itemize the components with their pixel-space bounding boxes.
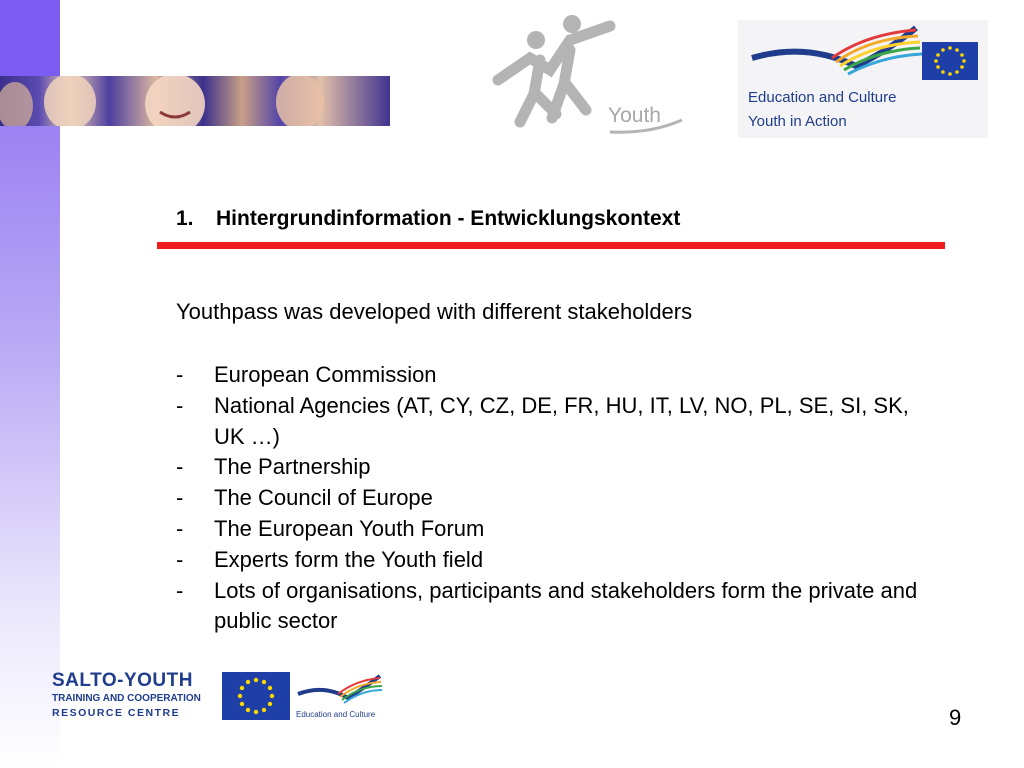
heading-number: 1. xyxy=(176,207,194,230)
list-item-text: The Partnership xyxy=(214,454,371,480)
salto-logo-line2: TRAINING AND COOPERATION xyxy=(52,693,201,704)
list-item xyxy=(176,514,936,545)
education-culture-logo xyxy=(738,20,988,138)
education-culture-small-logo xyxy=(294,672,384,722)
eac-small-logo-text: Education and Culture xyxy=(296,710,376,719)
salto-logo-title: SALTO-YOUTH xyxy=(52,670,193,691)
eac-logo-line1: Education and Culture xyxy=(748,89,897,106)
bullet-dash: - xyxy=(176,546,184,572)
sidebar-top-block xyxy=(0,0,60,76)
list-item xyxy=(176,545,936,576)
list-item xyxy=(176,391,936,453)
list-item xyxy=(176,483,936,514)
bullet-dash: - xyxy=(176,515,184,541)
bullet-dash: - xyxy=(176,454,184,480)
list-item xyxy=(176,576,936,638)
photo-banner xyxy=(0,76,390,126)
stakeholder-list xyxy=(176,360,936,637)
slide-heading xyxy=(176,207,680,231)
list-item xyxy=(176,452,936,483)
heading-divider xyxy=(157,242,945,249)
list-item-text: National Agencies (AT, CY, CZ, DE, FR, HU, IT, LV, NO, PL, SE, SI, SK, UK …) xyxy=(214,392,909,449)
list-item-text: European Commission xyxy=(214,362,437,387)
youth-programme-logo xyxy=(490,10,690,140)
list-item-text: The Council of Europe xyxy=(214,485,433,511)
bullet-dash: - xyxy=(176,577,184,603)
page-number: 9 xyxy=(949,705,962,730)
eu-flag-icon xyxy=(922,42,978,80)
list-item-text: Experts form the Youth field xyxy=(214,546,484,572)
eac-logo-line2: Youth in Action xyxy=(748,113,847,130)
bullet-dash: - xyxy=(176,392,184,418)
salto-logo-line3: RESOURCE CENTRE xyxy=(52,707,181,719)
bullet-dash: - xyxy=(176,362,184,387)
list-item-text: Lots of organisations, participants and stakeholders form the private and public sector xyxy=(214,577,918,634)
salto-youth-logo xyxy=(52,670,222,722)
list-item-text: The European Youth Forum xyxy=(214,515,485,541)
intro-text: Youthpass was developed with different stakeholders xyxy=(176,299,693,324)
list-item xyxy=(176,360,936,391)
youth-logo-text: Youth xyxy=(608,104,661,127)
heading-text: Hintergrundinformation - Entwicklungskontext xyxy=(216,207,681,230)
bullet-dash: - xyxy=(176,485,184,511)
eu-flag-small-icon xyxy=(222,672,290,720)
